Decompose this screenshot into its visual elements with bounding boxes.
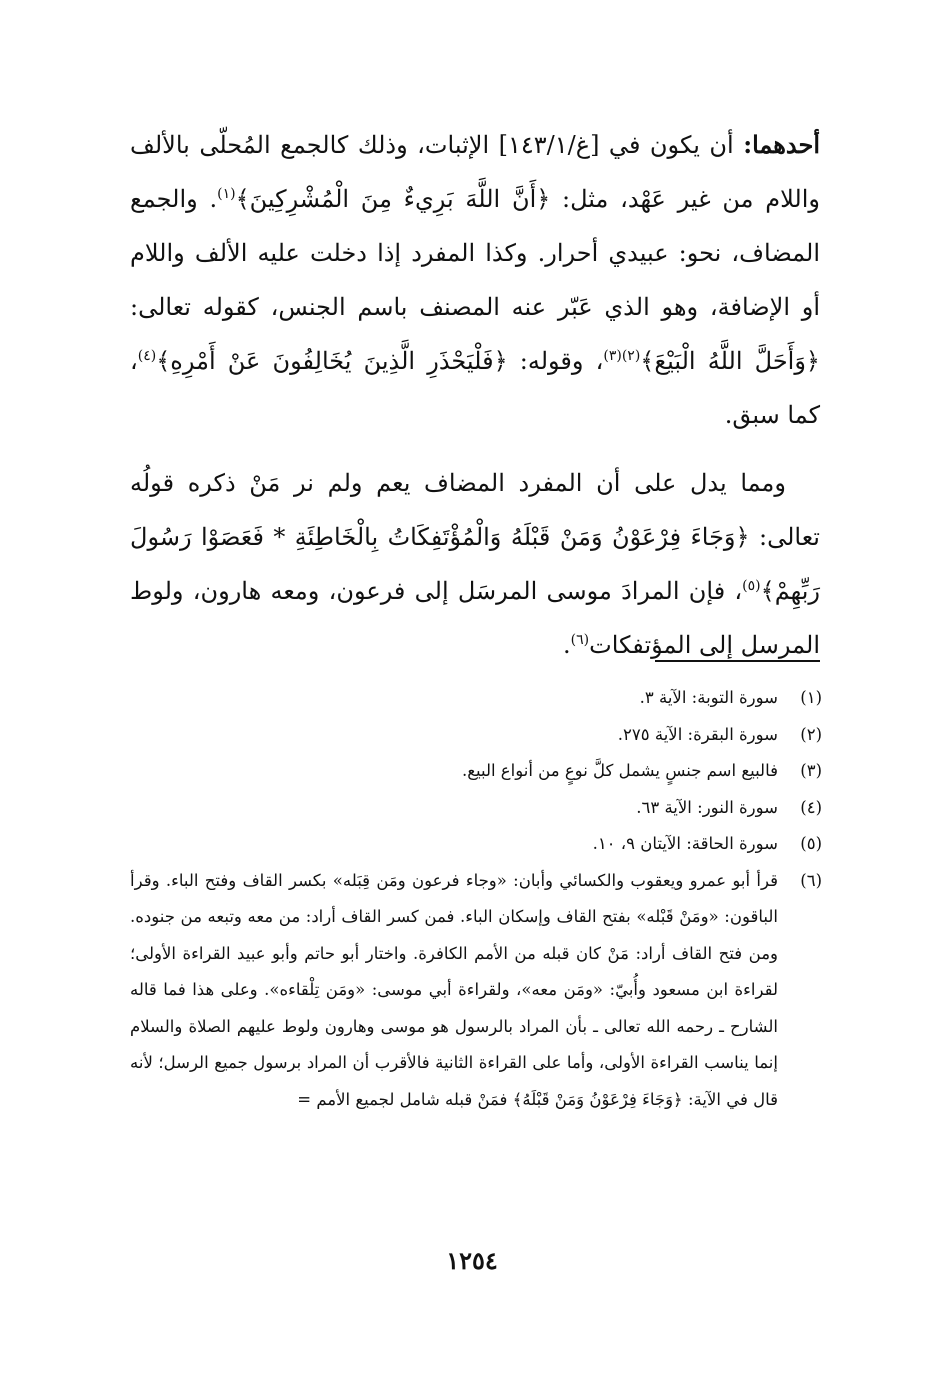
footnote-number: (٢): [800, 724, 822, 744]
footnote-ref: (١): [217, 186, 236, 202]
page-number: ١٢٥٤: [446, 1246, 498, 1275]
footnote-text: فالبيع اسم جنسٍ يشمل كلَّ نوعٍ من أنواع البيع.: [461, 761, 778, 780]
paragraph-text: .: [563, 631, 571, 659]
footnote-text: سورة البقرة: الآية ٢٧٥.: [617, 724, 778, 744]
footnote-number: (٤): [800, 797, 822, 817]
paragraph-1: [130, 118, 820, 442]
footnote-item: [130, 826, 822, 863]
footnote-ref: (٥): [742, 578, 761, 594]
footnote-ref: (٦): [570, 632, 590, 648]
paragraph-text: ، كما سبق.: [130, 347, 820, 429]
footnote-number: (٥): [800, 834, 822, 853]
footnote-item: [130, 863, 822, 1119]
paragraph-text: . والجمع المضاف، نحو: عبيدي أحرار. وكذا المفرد إذا دخلت عليه الألف واللام أو الإضافة، وهو الذي عَبّر عنه المصنف باسم الجنس، كقوله تعالى: ﴿وَأَحَلَّ اللَّهُ الْبَيْعَ﴾: [130, 185, 820, 375]
paragraph-lead: أحدهما:: [743, 130, 821, 159]
footnote-ref: (٤): [137, 348, 157, 364]
footnote-separator: [655, 660, 820, 662]
paragraph-2: [130, 456, 820, 672]
footnote-text: قرأ أبو عمرو ويعقوب والكسائي وأبان: «وجاء فرعون ومَن قِبَله» بكسر القاف وفتح الباء. وقرأ الباقون: «ومَنْ قَبْله» بفتح القاف وإسكان الباء. فمن كسر القاف أراد: من معه وتبعه من جنوده. ومن فتح القاف أراد: مَنْ كان قبله من الأمم الكافرة. واختار أبو حاتم وأبو عبيد القراءة الأولى؛ لقراءة ابن مسعود وأُبيّ: «ومَن معه»، ولقراءة أبي موسى: «ومَن تِلْقاءه». وعلى هذا فما قاله الشارح ـ رحمه الله تعالى ـ بأن المراد بالرسول هو موسى وهارون ولوط عليهم الصلاة والسلام إنما يناسب القراءة الأولى، وأما على القراءة الثانية فالأقرب أن المراد برسول جميع الرسل؛ لأنه قال في الآية: ﴿وَجَاءَ فِرْعَوْنُ وَمَنْ قَبْلَهُ﴾ فمَنْ قبله شامل لجميع الأمم =: [130, 870, 778, 1109]
footnote-text: سورة الحاقة: الآيتان ٩، ١٠.: [592, 834, 778, 853]
footnotes: [130, 680, 822, 1118]
footnote-item: [130, 680, 822, 717]
footnote-ref: (٢)(٣): [603, 348, 641, 364]
footnote-number: (١): [800, 688, 822, 707]
paragraph-text: أن يكون في [غ/١٤٣/١] الإثبات، وذلك كالجمع المُحلّى بالألف واللام من غير عَهْد، مثل: ﴿أَنَّ اللَّهَ بَرِيءٌ مِنَ الْمُشْرِكِينَ﴾: [130, 131, 821, 213]
footnote-item: [130, 717, 822, 754]
footnote-text: سورة النور: الآية ٦٣.: [636, 797, 778, 817]
footnote-item: [130, 753, 822, 790]
paragraph-text: ومما يدل على أن المفرد المضاف يعم ولم نر مَنْ ذكره قولُه تعالى: ﴿وَجَاءَ فِرْعَوْنُ وَمَنْ قَبْلَهُ وَالْمُؤْتَفِكَاتُ بِالْخَاطِئَةِ * فَعَصَوْا رَسُولَ رَبِّهِمْ﴾: [130, 469, 820, 605]
main-text: [130, 118, 820, 672]
footnote-item: [130, 790, 822, 827]
paragraph-text: ، وقوله: ﴿فَلْيَحْذَرِ الَّذِينَ يُخَالِفُونَ عَنْ أَمْرِهِ﴾: [156, 347, 604, 375]
footnote-number: (٣): [800, 761, 822, 780]
footnote-number: (٦): [800, 870, 822, 890]
footnote-text: سورة التوبة: الآية ٣.: [639, 688, 778, 707]
paragraph-text: ، فإن المرادَ موسى المرسَل إلى فرعون، ومعه هارون، ولوط المرسل إلى المؤتفكات: [130, 577, 820, 659]
